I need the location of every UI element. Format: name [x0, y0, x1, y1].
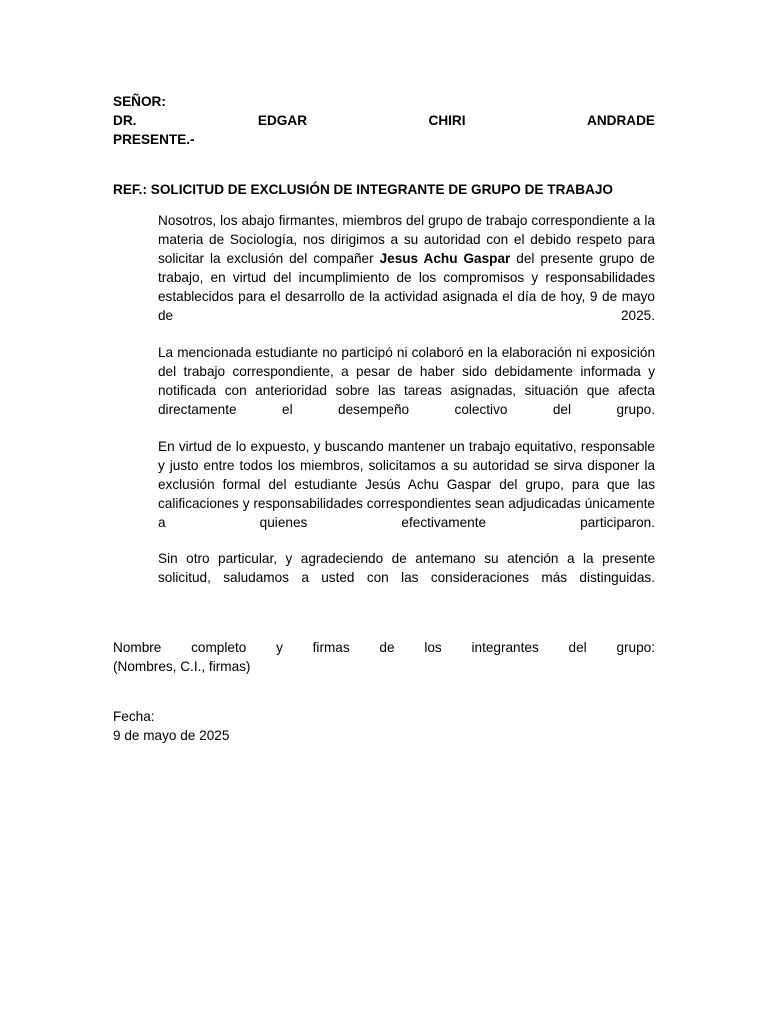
paragraph-4-text: Sin otro particular, y agradeciendo de antemano su atención a la presente solicitud, saludamos a usted con las consideraciones más distinguidas.: [158, 551, 655, 585]
paragraph-4: [158, 549, 655, 587]
addressee-block: [113, 92, 655, 149]
date-value: 9 de mayo de 2025: [113, 728, 230, 743]
paragraph-3: [158, 437, 655, 532]
signatures-line: Nombre completo y firmas de los integrantes del grupo:: [113, 640, 655, 655]
paragraph-3-text: En virtud de lo expuesto, y buscando mantener un trabajo equitativo, responsable y justo entre todos los miembros, solicitamos a su autoridad se sirva disponer la exclusión formal del estudiante Jesús Achu Gaspar del grupo, para que las calificaciones y responsabilidades correspondientes sean adjudicadas únicamente a quienes efectivamente participaron.: [158, 439, 655, 530]
student-name: Jesus Achu Gaspar: [379, 251, 511, 266]
reference-line: REF.: SOLICITUD DE EXCLUSIÓN DE INTEGRANTE DE GRUPO DE TRABAJO: [113, 182, 613, 197]
paragraph-1-text-start: Nosotros, los abajo firmantes, miembros del grupo de trabajo correspondiente a la materia de Sociología, nos dirigimos a su autoridad con el debido respeto para solicitar la exclusión del compañer: [158, 213, 655, 266]
signatures-block: [113, 638, 655, 676]
paragraph-1: [158, 211, 655, 325]
addressee-word: EDGAR: [257, 113, 308, 128]
salutation: SEÑOR:: [113, 94, 166, 109]
addressee-word: ANDRADE: [587, 113, 655, 128]
addressee-word: DR.: [113, 113, 137, 128]
presente-line: PRESENTE.-: [113, 132, 195, 147]
paragraph-1-text-end: del presente grupo de trabajo, en virtud del incumplimiento de los compromisos y responsabilidades establecidos para el desarrollo de la actividad asignada el día de hoy, 9 de mayo de 2025.: [158, 251, 655, 323]
paragraph-2: [158, 343, 655, 419]
paragraph-2-text: La mencionada estudiante no participó ni colaboró en la elaboración ni exposición del trabajo correspondiente, a pesar de haber sido debidamente informada y notificada con anterioridad sobre las tareas asignadas, situación que afecta directamente el desempeño colectivo del grupo.: [158, 345, 655, 417]
addressee-name: [113, 111, 655, 130]
date-block: [113, 707, 655, 745]
signatures-hint: (Nombres, C.I., firmas): [113, 659, 251, 674]
date-label: Fecha:: [113, 709, 155, 724]
addressee-word: CHIRI: [428, 113, 466, 128]
